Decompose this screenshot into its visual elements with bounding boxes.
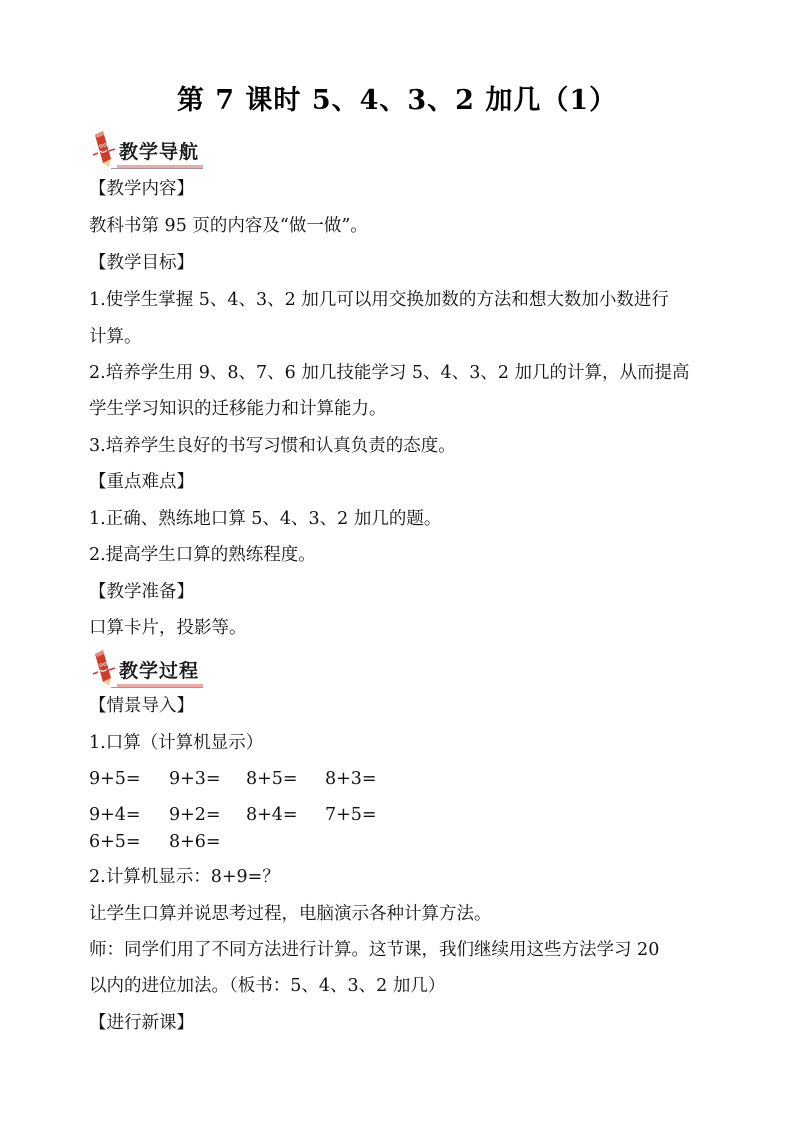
text-line: 口算卡片，投影等。: [89, 618, 247, 638]
math-expression: 9+3=: [169, 769, 221, 789]
text-line: 2.提高学生口算的熟练程度。: [89, 545, 316, 565]
text-line: 计算。: [89, 327, 142, 347]
section-label: 教学导航: [119, 141, 200, 163]
page-title: 第 7 课时 5、4、3、2 加几（1）: [176, 85, 618, 116]
math-row: [89, 831, 221, 853]
text-line: 师：同学们用了不同方法进行计算。这节课，我们继续用这些方法学习 20: [89, 940, 660, 960]
section-header-teaching-process: [89, 648, 207, 688]
text-line: 教科书第 95 页的内容及“做一做”。: [89, 216, 368, 236]
math-row: [89, 768, 377, 790]
math-expression: 9+2=: [169, 805, 221, 825]
section-header-teaching-guide: [89, 129, 207, 169]
math-expression: 9+4=: [89, 805, 141, 825]
section-rule: [111, 687, 203, 688]
math-expression: 8+5=: [246, 769, 298, 789]
math-expression: 8+4=: [246, 805, 298, 825]
text-line: 2.计算机显示：8+9=？: [89, 867, 280, 887]
text-line: 2.培养学生用 9、8、7、6 加几技能学习 5、4、3、2 加几的计算，从而提高: [89, 363, 690, 383]
text-line: 学生学习知识的迁移能力和计算能力。: [89, 399, 387, 419]
text-line: 3.培养学生良好的书写习惯和认真负责的态度。: [89, 436, 456, 456]
text-line: 1.正确、熟练地口算 5、4、3、2 加几的题。: [89, 509, 442, 529]
math-row: [89, 804, 377, 826]
heading-teaching-goals: 【教学目标】: [89, 253, 194, 273]
pencil-icon: [89, 129, 119, 169]
math-expression: 9+5=: [89, 769, 141, 789]
section-label: 教学过程: [119, 660, 200, 682]
text-line: 1.口算（计算机显示）: [89, 733, 264, 753]
section-rule: [111, 168, 203, 169]
math-expression: 8+3=: [325, 769, 377, 789]
heading-scenario-intro: 【情景导入】: [89, 696, 194, 716]
heading-new-lesson: 【进行新课】: [89, 1013, 194, 1033]
text-line: 以内的进位加法。（板书：5、4、3、2 加几）: [89, 976, 446, 996]
heading-key-points: 【重点难点】: [89, 472, 194, 492]
text-line: 让学生口算并说思考过程，电脑演示各种计算方法。: [89, 904, 492, 924]
text-line: 1.使学生掌握 5、4、3、2 加几可以用交换加数的方法和想大数加小数进行: [89, 290, 669, 310]
heading-preparation: 【教学准备】: [89, 582, 194, 602]
math-expression: 8+6=: [169, 832, 221, 852]
pencil-icon: [89, 648, 119, 688]
math-expression: 6+5=: [89, 832, 141, 852]
heading-teaching-content: 【教学内容】: [89, 179, 194, 199]
math-expression: 7+5=: [325, 805, 377, 825]
